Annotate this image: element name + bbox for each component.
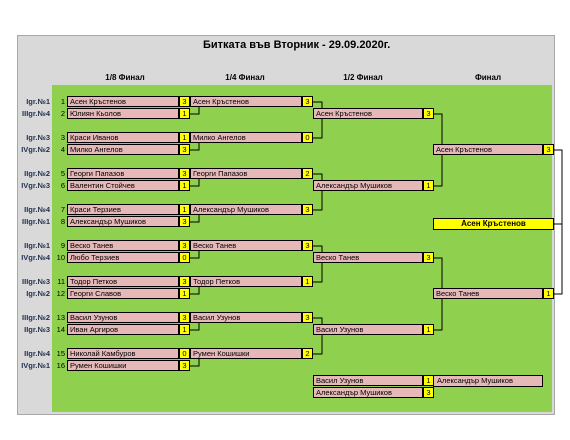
seed-number: 10 bbox=[56, 253, 65, 262]
group-label: Igr.№1 bbox=[26, 97, 50, 106]
r16-player-name: Васил Узунов bbox=[67, 312, 179, 323]
r16-player-score: 3 bbox=[179, 168, 190, 179]
group-label: IIgr.№3 bbox=[24, 325, 50, 334]
r16-player-name: Краси Терзиев bbox=[67, 204, 179, 215]
seed-number: 12 bbox=[56, 289, 65, 298]
r16-player-score: 1 bbox=[179, 204, 190, 215]
sf-player-name: Асен Кръстенов bbox=[313, 108, 423, 119]
r16-player-score: 3 bbox=[179, 144, 190, 155]
sf-player-score: 1 bbox=[423, 324, 434, 335]
seed-number: 3 bbox=[60, 133, 65, 142]
qf-player-score: 0 bbox=[302, 132, 313, 143]
round-header-sf: 1/2 Финал bbox=[343, 73, 383, 82]
r16-player-name: Тодор Петков bbox=[67, 276, 179, 287]
r16-player-name: Георги Папазов bbox=[67, 168, 179, 179]
r16-player-score: 3 bbox=[179, 312, 190, 323]
qf-player-score: 2 bbox=[302, 348, 313, 359]
r16-player-name: Любо Терзиев bbox=[67, 252, 179, 263]
final-player-score: 3 bbox=[543, 144, 554, 155]
round-header-r16: 1/8 Финал bbox=[105, 73, 145, 82]
final-player-name: Асен Кръстенов bbox=[433, 144, 543, 155]
final-player-name: Веско Танев bbox=[433, 288, 543, 299]
r16-player-name: Александър Мушиков bbox=[67, 216, 179, 227]
qf-player-score: 3 bbox=[302, 96, 313, 107]
seed-number: 6 bbox=[60, 181, 65, 190]
group-label: IIgr.№2 bbox=[24, 169, 50, 178]
sf-player-score: 1 bbox=[423, 180, 434, 191]
seed-number: 16 bbox=[56, 361, 65, 370]
r16-player-name: Юлиян Кьолов bbox=[67, 108, 179, 119]
group-label: IIIgr.№2 bbox=[22, 313, 50, 322]
r16-player-score: 1 bbox=[179, 180, 190, 191]
seed-number: 5 bbox=[60, 169, 65, 178]
group-label: IIIgr.№3 bbox=[22, 277, 50, 286]
r16-player-score: 0 bbox=[179, 252, 190, 263]
r16-player-score: 1 bbox=[179, 324, 190, 335]
r16-player-name: Румен Кошишки bbox=[67, 360, 179, 371]
sf-player-name: Васил Узунов bbox=[313, 324, 423, 335]
qf-player-name: Александър Мушиков bbox=[190, 204, 302, 215]
r16-player-score: 3 bbox=[179, 360, 190, 371]
r16-player-score: 3 bbox=[179, 276, 190, 287]
r16-player-name: Иван Аргиров bbox=[67, 324, 179, 335]
r16-player-score: 1 bbox=[179, 108, 190, 119]
third-place-player-2: Александър Мушиков bbox=[313, 387, 423, 398]
qf-player-name: Васил Узунов bbox=[190, 312, 302, 323]
group-label: IIIgr.№1 bbox=[22, 217, 50, 226]
r16-player-score: 1 bbox=[179, 132, 190, 143]
seed-number: 1 bbox=[60, 97, 65, 106]
qf-player-name: Тодор Петков bbox=[190, 276, 302, 287]
r16-player-score: 3 bbox=[179, 240, 190, 251]
sf-player-name: Веско Танев bbox=[313, 252, 423, 263]
r16-player-name: Милко Ангелов bbox=[67, 144, 179, 155]
seed-number: 13 bbox=[56, 313, 65, 322]
r16-player-name: Николай Камбуров bbox=[67, 348, 179, 359]
group-label: IVgr.№3 bbox=[21, 181, 50, 190]
group-label: IVgr.№2 bbox=[21, 145, 50, 154]
qf-player-name: Асен Кръстенов bbox=[190, 96, 302, 107]
qf-player-score: 3 bbox=[302, 240, 313, 251]
qf-player-name: Милко Ангелов bbox=[190, 132, 302, 143]
r16-player-name: Асен Кръстенов bbox=[67, 96, 179, 107]
qf-player-name: Румен Кошишки bbox=[190, 348, 302, 359]
seed-number: 7 bbox=[60, 205, 65, 214]
third-place-player-1: Васил Узунов bbox=[313, 375, 423, 386]
r16-player-name: Веско Танев bbox=[67, 240, 179, 251]
round-header-qf: 1/4 Финал bbox=[225, 73, 265, 82]
seed-number: 4 bbox=[60, 145, 65, 154]
sf-player-score: 3 bbox=[423, 252, 434, 263]
seed-number: 15 bbox=[56, 349, 65, 358]
r16-player-score: 0 bbox=[179, 348, 190, 359]
group-label: IIgr.№4 bbox=[24, 205, 50, 214]
seed-number: 9 bbox=[60, 241, 65, 250]
qf-player-name: Георги Папазов bbox=[190, 168, 302, 179]
group-label: IVgr.№4 bbox=[21, 253, 50, 262]
third-place-score-2: 3 bbox=[423, 387, 434, 398]
page-title: Битката във Вторник - 29.09.2020г. bbox=[203, 39, 391, 51]
group-label: Igr.№2 bbox=[26, 289, 50, 298]
r16-player-name: Георги Славов bbox=[67, 288, 179, 299]
r16-player-score: 1 bbox=[179, 288, 190, 299]
r16-player-score: 3 bbox=[179, 96, 190, 107]
seed-number: 14 bbox=[56, 325, 65, 334]
sf-player-name: Александър Мушиков bbox=[313, 180, 423, 191]
qf-player-score: 1 bbox=[302, 276, 313, 287]
seed-number: 11 bbox=[57, 277, 65, 286]
round-header-final: Финал bbox=[474, 73, 502, 82]
r16-player-name: Валентин Стойчев bbox=[67, 180, 179, 191]
champion-box: Асен Кръстенов bbox=[433, 218, 554, 230]
third-place-winner: Александър Мушиков bbox=[433, 375, 543, 387]
group-label: Igr.№3 bbox=[26, 133, 50, 142]
third-place-score-1: 1 bbox=[423, 375, 434, 386]
sf-player-score: 3 bbox=[423, 108, 434, 119]
group-label: IVgr.№1 bbox=[21, 361, 50, 370]
qf-player-score: 2 bbox=[302, 168, 313, 179]
group-label: IIIgr.№4 bbox=[22, 109, 50, 118]
qf-player-score: 3 bbox=[302, 204, 313, 215]
qf-player-name: Веско Танев bbox=[190, 240, 302, 251]
r16-player-score: 3 bbox=[179, 216, 190, 227]
seed-number: 8 bbox=[60, 217, 65, 226]
r16-player-name: Краси Иванов bbox=[67, 132, 179, 143]
final-player-score: 1 bbox=[543, 288, 554, 299]
group-label: IIgr.№4 bbox=[24, 349, 50, 358]
seed-number: 2 bbox=[60, 109, 65, 118]
qf-player-score: 3 bbox=[302, 312, 313, 323]
group-label: IIgr.№1 bbox=[24, 241, 50, 250]
